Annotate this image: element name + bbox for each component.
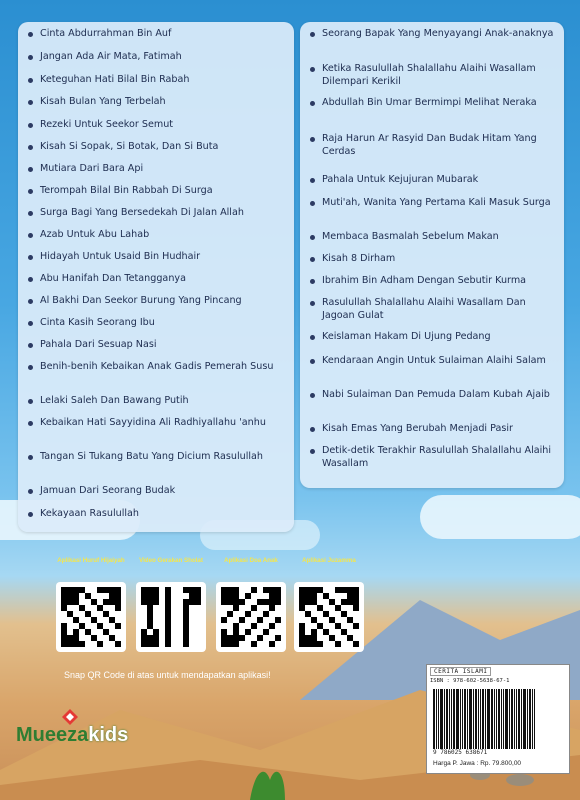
story-title: Kisah Bulan Yang Terbelah <box>40 96 166 107</box>
story-list-right-panel <box>300 22 564 488</box>
bullet-icon <box>28 211 33 216</box>
bullet-icon <box>28 189 33 194</box>
story-title: Surga Bagi Yang Bersedekah Di Jalan Allah <box>40 207 244 218</box>
barcode <box>433 689 563 749</box>
bullet-icon <box>310 32 315 37</box>
story-title: Al Bakhi Dan Seekor Burung Yang Pincang <box>40 295 242 306</box>
story-title: Jangan Ada Air Mata, Fatimah <box>40 51 182 62</box>
bullet-icon <box>28 455 33 460</box>
bullet-icon <box>28 233 33 238</box>
story-item <box>310 133 558 158</box>
story-item <box>310 275 558 288</box>
story-title: Pahala Dari Sesuap Nasi <box>40 339 157 350</box>
story-title: Lelaki Saleh Dan Bawang Putih <box>40 395 189 406</box>
price-label: Harga P. Jawa : Rp. 79.800,00 <box>433 760 522 767</box>
story-title: Kebaikan Hati Sayyidina Ali Radhiyallahu 'anhu <box>40 417 266 428</box>
bullet-icon <box>28 78 33 83</box>
story-title: Tangan Si Tukang Batu Yang Dicium Rasulullah <box>40 451 264 462</box>
story-item <box>28 28 288 41</box>
story-item <box>310 97 558 110</box>
story-item <box>310 253 558 266</box>
bullet-icon <box>310 393 315 398</box>
bullet-icon <box>310 178 315 183</box>
story-title: Cinta Kasih Seorang Ibu <box>40 317 155 328</box>
story-item <box>28 51 288 64</box>
logo-text-kids: kids <box>88 724 129 746</box>
story-item <box>28 395 288 408</box>
bullet-icon <box>310 137 315 142</box>
bullet-icon <box>310 427 315 432</box>
bullet-icon <box>310 101 315 106</box>
bullet-icon <box>28 421 33 426</box>
story-item <box>28 295 288 308</box>
story-title: Keislaman Hakam Di Ujung Pedang <box>322 331 491 342</box>
bullet-icon <box>28 145 33 150</box>
story-title: Azab Untuk Abu Lahab <box>40 229 150 240</box>
story-item <box>310 197 558 210</box>
genre-label: CERITA ISLAMI <box>430 667 491 676</box>
story-title: Abu Hanifah Dan Tetangganya <box>40 273 186 284</box>
story-item <box>28 508 288 521</box>
story-title: Rasulullah Shalallahu Alaihi Wasallam Dan Jagoan Gulat <box>322 297 526 321</box>
bullet-icon <box>28 255 33 260</box>
bullet-icon <box>310 201 315 206</box>
bullet-icon <box>28 32 33 37</box>
bullet-icon <box>310 67 315 72</box>
story-title: Mutiara Dari Bara Api <box>40 163 144 174</box>
bullet-icon <box>28 512 33 517</box>
bullet-icon <box>310 257 315 262</box>
story-item <box>310 174 558 187</box>
story-title: Detik-detik Terakhir Rasulullah Shalallahu Alaihi Wasallam <box>322 445 552 469</box>
bullet-icon <box>310 279 315 284</box>
story-item <box>28 361 288 374</box>
story-title: Hidayah Untuk Usaid Bin Hudhair <box>40 251 201 262</box>
story-item <box>28 119 288 132</box>
bullet-icon <box>28 343 33 348</box>
bullet-icon <box>28 123 33 128</box>
isbn-text: ISBN : 978-602-5638-67-1 <box>430 678 510 684</box>
story-item <box>310 389 558 402</box>
qr-caption: Snap QR Code di atas untuk mendapatkan aplikasi! <box>64 670 271 680</box>
story-title: Raja Harun Ar Rasyid Dan Budak Hitam Yang Cerdas <box>322 133 537 157</box>
barcode-number: 9 786025 638671 <box>433 749 488 756</box>
story-title: Pahala Untuk Kejujuran Mubarak <box>322 174 479 185</box>
bullet-icon <box>28 399 33 404</box>
story-title: Keteguhan Hati Bilal Bin Rabah <box>40 74 190 85</box>
barcode-panel <box>426 664 570 774</box>
story-item <box>28 273 288 286</box>
story-title: Terompah Bilal Bin Rabbah Di Surga <box>40 185 213 196</box>
bullet-icon <box>28 167 33 172</box>
bullet-icon <box>310 449 315 454</box>
story-item <box>310 231 558 244</box>
qr-label-gerakan-sholat: Video Gerakan Sholat <box>139 557 203 564</box>
bullet-icon <box>28 277 33 282</box>
story-item <box>310 423 558 436</box>
story-item <box>28 251 288 264</box>
story-item <box>310 445 558 470</box>
story-title: Ketika Rasulullah Shalallahu Alaihi Wasallam Dilempari Kerikil <box>322 63 536 87</box>
story-item <box>28 207 288 220</box>
story-item <box>28 451 288 464</box>
story-item <box>28 96 288 109</box>
bullet-icon <box>28 321 33 326</box>
story-item <box>28 141 288 154</box>
story-title: Rezeki Untuk Seekor Semut <box>40 119 174 130</box>
story-item <box>28 485 288 498</box>
qr-code-juzamma[interactable] <box>294 582 364 652</box>
logo-text-mueeza: Mueeza <box>16 724 89 746</box>
qr-code-huruf-hijaiyah[interactable] <box>56 582 126 652</box>
story-title: Kekayaan Rasulullah <box>40 508 139 519</box>
story-list-left-panel <box>18 22 294 532</box>
story-title: Kisah Si Sopak, Si Botak, Dan Si Buta <box>40 141 219 152</box>
story-title: Nabi Sulaiman Dan Pemuda Dalam Kubah Ajaib <box>322 389 550 400</box>
story-item <box>28 417 288 430</box>
bullet-icon <box>28 55 33 60</box>
qr-code-doa-anak[interactable] <box>216 582 286 652</box>
bullet-icon <box>310 335 315 340</box>
story-item <box>28 163 288 176</box>
story-title: Cinta Abdurrahman Bin Auf <box>40 28 172 39</box>
story-item <box>28 317 288 330</box>
story-title: Kisah 8 Dirham <box>322 253 396 264</box>
bullet-icon <box>310 301 315 306</box>
story-item <box>28 339 288 352</box>
story-item <box>310 331 558 344</box>
publisher-logo <box>16 724 128 747</box>
story-title: Seorang Bapak Yang Menyayangi Anak-anaknya <box>322 28 554 39</box>
story-title: Jamuan Dari Seorang Budak <box>40 485 176 496</box>
story-title: Benih-benih Kebaikan Anak Gadis Pemerah Susu <box>40 361 274 372</box>
story-item <box>310 355 558 368</box>
qr-code-gerakan-sholat[interactable] <box>136 582 206 652</box>
qr-label-doa-anak: Aplikasi Doa Anak <box>224 557 278 564</box>
story-item <box>28 229 288 242</box>
story-title: Abdullah Bin Umar Bermimpi Melihat Neraka <box>322 97 537 108</box>
story-item <box>28 74 288 87</box>
story-item <box>28 185 288 198</box>
cloud <box>420 495 580 539</box>
bullet-icon <box>310 235 315 240</box>
story-item <box>310 28 558 41</box>
story-title: Kendaraan Angin Untuk Sulaiman Alaihi Salam <box>322 355 546 366</box>
bullet-icon <box>28 365 33 370</box>
story-item <box>310 63 558 88</box>
story-title: Ibrahim Bin Adham Dengan Sebutir Kurma <box>322 275 527 286</box>
qr-label-huruf-hijaiyah: Aplikasi Huruf Hijaiyah <box>57 557 125 564</box>
story-item <box>310 297 558 322</box>
bullet-icon <box>28 100 33 105</box>
bullet-icon <box>310 359 315 364</box>
story-title: Membaca Basmalah Sebelum Makan <box>322 231 499 242</box>
qr-label-juzamma: Aplikasi Juzamma <box>302 557 356 564</box>
bullet-icon <box>28 299 33 304</box>
bullet-icon <box>28 489 33 494</box>
story-title: Muti'ah, Wanita Yang Pertama Kali Masuk Surga <box>322 197 551 208</box>
story-title: Kisah Emas Yang Berubah Menjadi Pasir <box>322 423 513 434</box>
